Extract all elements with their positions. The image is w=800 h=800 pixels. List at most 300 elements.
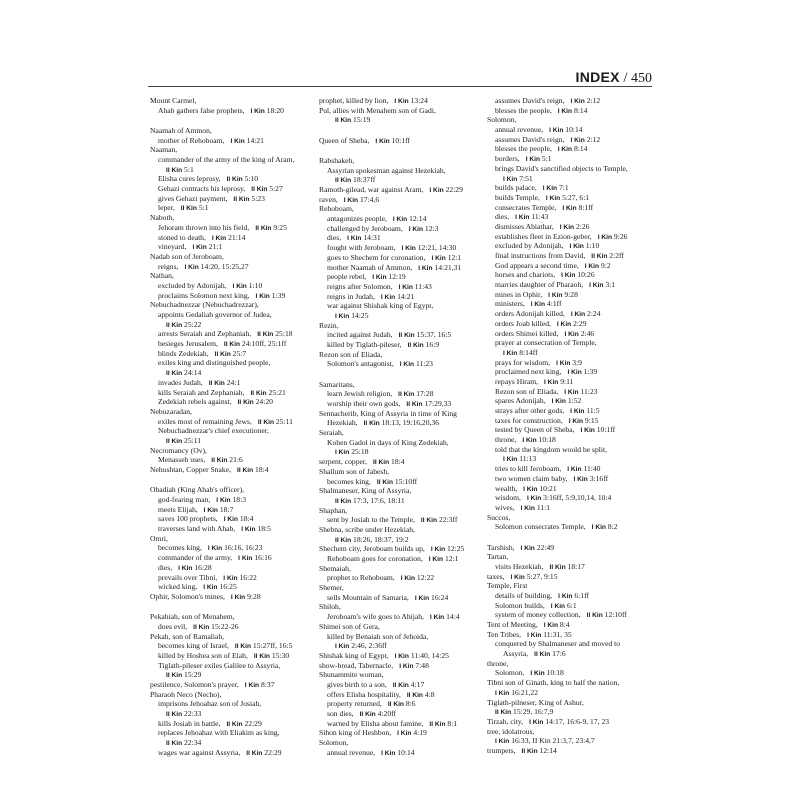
entry-text: pestilence, Solomon's prayer, [150, 679, 239, 689]
entry-text: tries to kill Jeroboam, [495, 464, 562, 474]
verse-ref: 9:11 [560, 376, 574, 386]
verse-ref: 4:8 [424, 689, 435, 699]
verse-ref: 16:9 [425, 340, 440, 349]
book-abbrev: I Kin [503, 349, 518, 357]
index-subentry [150, 106, 320, 116]
index-entry [487, 717, 657, 727]
index-subentry [487, 96, 657, 106]
book-abbrev: II Kin [251, 186, 268, 194]
index-subentry [487, 649, 657, 659]
index-subentry [487, 203, 657, 213]
book-abbrev: I Kin [203, 584, 218, 592]
verse-ref: 17:28 [416, 389, 434, 399]
entry-text: taxes, [487, 571, 505, 581]
index-subentry [319, 263, 489, 273]
entry-text: conquered by Shalmaneser and moved to [495, 639, 621, 649]
verse-ref: 5:27, 6:1 [562, 192, 590, 202]
book-abbrev: I Kin [570, 136, 585, 144]
verse-ref: 11:13 [519, 454, 537, 464]
index-subentry [319, 447, 489, 457]
verse-ref: 22:34 [184, 738, 202, 748]
verse-ref: 18:26, 18:37, 19:2 [353, 534, 409, 544]
index-subentry [319, 399, 489, 409]
book-abbrev: I Kin [414, 594, 430, 602]
index-entry [487, 698, 657, 708]
entry-text: commander of the army, [158, 553, 233, 563]
entry-text: Rehoboam, [319, 204, 354, 214]
verse-ref: 3:9 [572, 357, 582, 367]
book-abbrev: I Kin [523, 485, 538, 493]
index-subentry [150, 738, 320, 748]
entry-text: dies, [158, 562, 173, 572]
index-subentry [487, 290, 657, 300]
index-entry [150, 592, 320, 602]
index-entry [319, 602, 489, 612]
entry-text: god-fearing man, [158, 495, 211, 504]
index-entry [319, 661, 489, 671]
book-abbrev: II Kin [398, 332, 415, 340]
book-abbrev: I Kin [399, 662, 414, 670]
book-abbrev: I Kin [372, 274, 387, 282]
book-abbrev: II Kin [166, 370, 183, 378]
index-subentry [150, 155, 320, 165]
book-abbrev: I Kin [561, 272, 576, 280]
entry-text: proclaims Solomon next king, [158, 290, 250, 300]
entry-text: wisdom, [495, 493, 521, 503]
book-abbrev: II Kin [208, 379, 225, 387]
entry-text: Seraiah, [319, 428, 344, 438]
entry-text: traverses land with Ahab, [158, 524, 236, 534]
entry-text: builds palace, [495, 183, 537, 193]
entry-text: Ten Tribes, [487, 629, 522, 639]
verse-ref: 12:3 [424, 223, 439, 233]
verse-ref: 14:21,31 [434, 262, 462, 272]
entry-text: marries daughter of Pharaoh, [495, 280, 584, 290]
book-abbrev: I Kin [380, 293, 396, 301]
entry-text: appoints Gedaliah governor of Judea, [158, 310, 272, 320]
book-abbrev: I Kin [569, 243, 584, 251]
verse-ref: 5:1 [541, 154, 552, 164]
entry-text: commander of the army of the king of Aram, [158, 155, 295, 165]
entry-text: meets Elijah, [158, 504, 198, 514]
index-subentry [487, 377, 657, 387]
entry-text: Shemer, [319, 583, 344, 593]
entry-text: people rebel, [327, 272, 367, 282]
index-entry [319, 583, 489, 593]
entry-text: proclaimed next king, [495, 367, 562, 377]
index-entry [319, 506, 489, 516]
entry-text: Succos, [487, 512, 511, 522]
entry-text: sent by Josiah to the Temple, [327, 515, 415, 525]
entry-text: Assyria, [503, 649, 529, 659]
index-subentry [150, 262, 320, 272]
verse-ref: 25:22 [184, 319, 202, 329]
book-abbrev: I Kin [568, 417, 583, 425]
entry-text: killed by Hoshea son of Elah, [158, 650, 248, 660]
index-entry [319, 622, 489, 632]
book-abbrev: I Kin [495, 689, 510, 697]
entry-text: repays Hiram, [495, 376, 539, 386]
index-subentry [319, 554, 489, 564]
index-subentry [150, 505, 320, 515]
entry-text: dies, [327, 233, 342, 243]
index-subentry [487, 454, 657, 464]
book-abbrev: I Kin [570, 98, 585, 105]
entry-text: Hezekiah, [327, 418, 358, 428]
book-abbrev: I Kin [230, 137, 245, 145]
index-subentry [487, 144, 657, 154]
book-abbrev: I Kin [584, 262, 600, 270]
entry-text: exiles most of remaining Jews, [158, 416, 252, 426]
book-abbrev: I Kin [556, 320, 572, 328]
verse-ref: 10:18 [538, 435, 556, 445]
entry-text: wicked king, [158, 582, 198, 592]
index-subentry [150, 661, 320, 671]
book-abbrev: I Kin [570, 408, 585, 415]
index-subentry [487, 591, 657, 601]
index-subentry [319, 699, 489, 709]
index-subentry [319, 340, 489, 350]
book-abbrev: I Kin [548, 291, 563, 299]
entry-text: Shimei son of Gera, [319, 621, 380, 631]
book-abbrev: I Kin [230, 593, 246, 601]
entry-text: throne, [495, 435, 517, 445]
book-abbrev: I Kin [557, 107, 573, 115]
entry-text: two women claim baby, [495, 473, 568, 483]
verse-ref: 12:22 [416, 573, 435, 583]
index-subentry [150, 310, 320, 320]
index-subentry [487, 474, 657, 484]
index-entry [319, 544, 489, 554]
book-abbrev: II Kin [420, 517, 438, 525]
entry-text: offers Elisha hospitality, [327, 689, 401, 699]
verse-ref: 18:17 [567, 561, 585, 571]
book-abbrev: I Kin [232, 282, 247, 290]
verse-ref: 5:10 [244, 174, 259, 184]
index-subentry [487, 601, 657, 611]
entry-text: Pekah, son of Ramaliah, [150, 631, 225, 641]
book-abbrev: II Kin [233, 195, 250, 203]
index-subentry [487, 639, 657, 649]
entry-text: Ophir, Solomon's mines, [150, 591, 225, 601]
index-entry [319, 486, 489, 496]
book-abbrev: I Kin [244, 681, 260, 689]
entry-text: Ahab gathers false prophets, [158, 105, 245, 115]
book-abbrev: I Kin [573, 475, 588, 483]
index-subentry [487, 154, 657, 164]
entry-text: does evil, [158, 621, 188, 631]
verse-ref: 24:14 [184, 368, 202, 378]
verse-ref: 18:7 [219, 504, 234, 514]
book-abbrev: I Kin [428, 556, 444, 564]
verse-ref: 11:43 [531, 212, 549, 222]
index-entry [319, 156, 489, 166]
verse-ref: 18:4 [391, 457, 405, 467]
verse-ref: 18:3 [232, 495, 247, 504]
index-subentry [487, 241, 657, 251]
book-abbrev: I Kin [529, 718, 544, 726]
verse-ref: 16:22 [239, 572, 257, 582]
verse-ref: 11:31, 35 [543, 629, 572, 639]
index-subentry [487, 493, 657, 503]
index-subentry [319, 301, 489, 311]
verse-ref: 1:10 [248, 280, 263, 290]
entry-text: gives birth to a son, [327, 679, 387, 689]
verse-ref: 22:29 [244, 718, 262, 728]
index-subentry [319, 680, 489, 690]
index-subentry [319, 243, 489, 253]
verse-ref: 2:2ff [609, 251, 624, 260]
index-entry [150, 485, 320, 495]
index-subentry [150, 699, 320, 709]
book-abbrev: I Kin [207, 545, 223, 553]
index-subentry [487, 464, 657, 474]
entry-text: antagonizes people, [327, 214, 387, 224]
index-entry [150, 690, 320, 700]
index-entry [487, 115, 657, 125]
book-abbrev: II Kin [363, 420, 380, 428]
book-abbrev: II Kin [257, 418, 274, 426]
verse-ref: 14:21 [397, 291, 415, 301]
entry-gap [150, 602, 320, 613]
index-entry [319, 428, 489, 438]
entry-text: final instructions from David, [495, 251, 586, 260]
verse-ref: 11:43 [414, 281, 432, 291]
entry-gap [150, 115, 320, 126]
index-subentry [150, 233, 320, 243]
book-abbrev: II Kin [193, 623, 210, 631]
index-subentry [150, 670, 320, 680]
index-subentry [150, 203, 320, 213]
book-abbrev: I Kin [394, 652, 409, 660]
entry-text: Gehazi contracts his leprosy, [158, 184, 246, 194]
verse-ref: 7:48 [415, 660, 429, 670]
book-abbrev: II Kin [359, 711, 376, 719]
entry-text: Shunammite woman, [319, 670, 384, 680]
index-subentry [487, 174, 657, 184]
book-abbrev: I Kin [567, 466, 582, 474]
index-entry [319, 457, 489, 467]
index-entry [319, 106, 489, 116]
entry-text: Tartan, [487, 552, 509, 562]
book-abbrev: I Kin [192, 244, 207, 252]
index-entry [319, 670, 489, 680]
verse-ref: 10:1ff [596, 425, 616, 435]
book-abbrev: I Kin [401, 245, 416, 253]
entry-text: annual revenue, [327, 747, 376, 757]
book-abbrev: I Kin [223, 574, 238, 582]
index-subentry [487, 668, 657, 678]
entry-text: fought with Jeroboam, [327, 243, 396, 253]
book-abbrev: II Kin [237, 399, 254, 407]
verse-ref: 12:10ff [604, 610, 627, 620]
verse-ref: 8:4 [559, 620, 570, 630]
index-subentry [487, 222, 657, 232]
verse-ref: 5:1 [198, 203, 209, 213]
book-abbrev: I Kin [549, 127, 564, 135]
index-entry [319, 525, 489, 535]
index-subentry [150, 320, 320, 330]
verse-ref: 2:29 [573, 318, 587, 328]
verse-ref: 14:31 [363, 233, 381, 243]
entry-text: property returned, [327, 699, 382, 709]
index-subentry [150, 553, 320, 563]
entry-text: warned by Elisha about famine, [327, 718, 424, 728]
entry-text: dismisses Abiathar, [495, 221, 554, 231]
verse-ref: 11:5 [586, 406, 600, 415]
verse-ref: 5:23 [251, 193, 265, 203]
entry-text: Jehoram thrown into his field, [158, 222, 250, 232]
book-abbrev: II Kin [166, 711, 183, 719]
entry-text: Tarshish, [487, 542, 515, 552]
index-subentry [487, 106, 657, 116]
verse-ref: 18:13, 19:16,20,36 [381, 418, 439, 428]
book-abbrev: I Kin [392, 216, 408, 224]
index-entry [150, 534, 320, 544]
entry-text: mines in Ophir, [495, 289, 543, 299]
index-subentry [487, 319, 657, 329]
verse-ref: 9:25 [273, 222, 287, 232]
index-subentry [150, 622, 320, 632]
entry-text: orders Adonijah killed, [495, 309, 565, 319]
verse-ref: 2:26 [575, 221, 590, 231]
verse-ref: 7:1 [558, 183, 569, 193]
verse-ref: 12:1 [447, 252, 462, 262]
verse-ref: 15:29, 16:7,9 [513, 707, 554, 717]
index-subentry [150, 582, 320, 592]
entry-text: invades Judah, [158, 377, 203, 387]
index-subentry [150, 242, 320, 252]
book-abbrev: II Kin [335, 117, 352, 125]
book-abbrev: I Kin [527, 631, 542, 639]
index-subentry [487, 270, 657, 280]
book-abbrev: II Kin [335, 177, 352, 185]
entry-text: prophet, killed by lion, [319, 96, 389, 105]
index-entry [150, 271, 320, 281]
verse-ref: 6:1ff [574, 590, 589, 600]
index-subentry [487, 406, 657, 416]
index-subentry [487, 309, 657, 319]
book-abbrev: II Kin [257, 331, 274, 339]
entry-text: mother Naamah of Ammon, [327, 262, 413, 272]
entry-text: replaces Jehoahaz with Eliakim as king, [158, 728, 280, 738]
index-entry [150, 126, 320, 136]
entry-text: Necromancy (Ov), [150, 445, 207, 455]
header-separator: / [623, 70, 628, 86]
book-abbrev: II Kin [226, 720, 243, 728]
book-abbrev: I Kin [530, 301, 546, 309]
entry-text: Rezin, [319, 320, 339, 330]
entry-text: system of money collection, [495, 610, 581, 620]
entry-text: Jeroboam's wife goes to Ahijah, [327, 612, 424, 622]
index-subentry [487, 348, 657, 358]
entry-text: assumes David's reign, [495, 96, 565, 105]
index-subentry [487, 736, 657, 746]
index-subentry [150, 436, 320, 446]
book-abbrev: II Kin [521, 747, 538, 755]
entry-text: becomes king, [327, 476, 371, 486]
book-abbrev: I Kin [530, 670, 545, 678]
index-subentry [487, 688, 657, 698]
book-abbrev: I Kin [335, 449, 350, 457]
index-subentry [487, 280, 657, 290]
index-subentry [319, 719, 489, 729]
verse-ref: 10:1ff [391, 135, 411, 145]
verse-ref: 14:25 [351, 310, 369, 320]
entry-text: mother of Rehoboam, [158, 135, 225, 145]
book-abbrev: I Kin [544, 378, 559, 386]
index-subentry [487, 232, 657, 242]
entry-text: besieges Jerusalem, [158, 339, 218, 349]
index-entry [487, 620, 657, 630]
verse-ref: 9:26 [613, 231, 628, 241]
entry-gap [319, 369, 489, 380]
book-abbrev: II Kin [166, 321, 183, 329]
verse-ref: 10:26 [577, 270, 595, 280]
book-abbrev: II Kin [406, 691, 423, 699]
verse-ref: 1:52 [567, 396, 582, 406]
verse-ref: 24:20 [255, 397, 273, 407]
index-subentry [319, 593, 489, 603]
verse-ref: 14:17, 16:6-9, 17, 23 [545, 716, 610, 726]
index-entry [319, 185, 489, 195]
index-subentry [319, 632, 489, 642]
verse-ref: 16:25 [219, 582, 237, 592]
header-label: INDEX [575, 69, 620, 85]
entry-text: raven, [319, 194, 338, 204]
index-subentry [150, 223, 320, 233]
book-abbrev: I Kin [515, 214, 530, 222]
index-subentry [487, 251, 657, 261]
book-abbrev: II Kin [180, 205, 197, 213]
verse-ref: 17:6 [552, 649, 566, 659]
verse-ref: 8:2 [607, 522, 618, 532]
entry-text: Tent of Meeting, [487, 620, 538, 630]
entry-text: sells Mountain of Samaria, [327, 592, 409, 602]
entry-text: imprisons Jehoahaz son of Josiah, [158, 699, 262, 709]
verse-ref: 9:28 [564, 289, 578, 299]
book-abbrev: I Kin [564, 388, 579, 396]
index-subentry [150, 165, 320, 175]
index-subentry [150, 748, 320, 758]
verse-ref: 18:4 [255, 465, 269, 475]
entry-text: Solomon, [495, 668, 525, 678]
entry-text: trumpets, [487, 745, 516, 755]
index-subentry [487, 396, 657, 406]
entry-text: Tibni son of Ginath, king to half the nation, [487, 678, 620, 688]
book-abbrev: II Kin [534, 651, 551, 659]
index-entry [150, 252, 320, 262]
index-entry [319, 380, 489, 390]
book-abbrev: I Kin [520, 544, 535, 552]
index-entry [150, 407, 320, 417]
book-abbrev: I Kin [216, 497, 231, 504]
verse-ref: 11:1 [536, 502, 551, 512]
index-subentry [487, 193, 657, 203]
index-subentry [319, 224, 489, 234]
entry-text: spares Adonijah, [495, 396, 546, 406]
entry-text: wives, [495, 502, 515, 512]
verse-ref: 12:1 [444, 554, 459, 564]
verse-ref: 8:1 [447, 718, 458, 728]
verse-ref: 15:10ff [394, 476, 418, 486]
verse-ref: 25:11 [275, 416, 293, 426]
entry-text: Pekahiah, son of Menahem, [150, 612, 235, 622]
book-abbrev: I Kin [255, 292, 270, 300]
entry-text: Tirzah, city, [487, 716, 524, 726]
verse-ref: 16:24 [431, 592, 449, 602]
index-subentry [319, 612, 489, 622]
